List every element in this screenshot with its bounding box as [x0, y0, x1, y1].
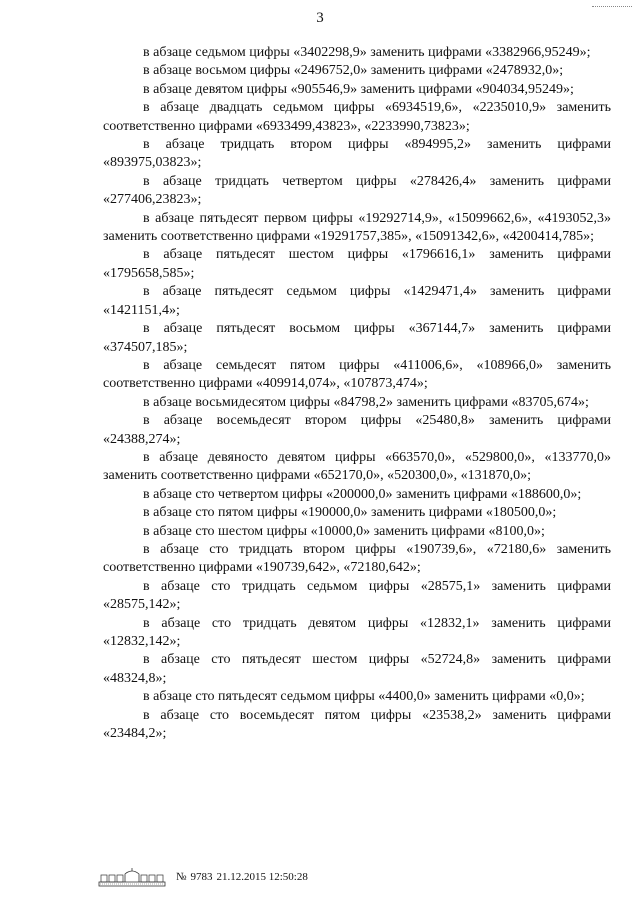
- footer-document-number: 9783: [190, 871, 213, 883]
- amendment-paragraph: в абзаце девяносто девятом цифры «663570,0», «529800,0», «133770,0» заменить соответственно цифрами «652170,0», «520300,0», «131870,0»;: [103, 449, 611, 484]
- amendment-paragraph: в абзаце тридцать втором цифры «894995,2» заменить цифрами «893975,03823»;: [103, 137, 611, 171]
- corner-mark: [592, 6, 632, 17]
- amendment-paragraph: в абзаце пятьдесят седьмом цифры «1429471,4» заменить цифрами «1421151,4»;: [103, 284, 611, 318]
- amendment-paragraph: в абзаце тридцать четвертом цифры «278426,4» заменить цифрами «277406,23823»;: [103, 173, 611, 208]
- building-seal-icon: [98, 867, 166, 887]
- amendment-paragraph: в абзаце восемьдесят втором цифры «25480,8» заменить цифрами «24388,274»;: [103, 413, 611, 447]
- document-body: [103, 44, 611, 743]
- amendment-paragraph: в абзаце сто четвертом цифры «200000,0» заменить цифрами «188600,0»;: [143, 486, 582, 502]
- amendment-paragraph: в абзаце сто восемьдесят пятом цифры «23538,2» заменить цифрами «23484,2»;: [103, 707, 611, 742]
- footer-number-sign: №: [176, 871, 187, 883]
- amendment-paragraph: в абзаце сто пятьдесят седьмом цифры «4400,0» заменить цифрами «0,0»;: [143, 689, 585, 705]
- page-number: 3: [316, 10, 324, 26]
- amendment-paragraph: в абзаце пятьдесят восьмом цифры «367144,7» заменить цифрами «374507,185»;: [103, 321, 611, 355]
- amendment-paragraph: в абзаце семьдесят пятом цифры «411006,6», «108966,0» заменить соответственно цифрами «409914,074», «107873,474»;: [103, 357, 611, 392]
- amendment-paragraph: в абзаце девятом цифры «905546,9» заменить цифрами «904034,95249»;: [143, 81, 574, 97]
- amendment-paragraph: в абзаце сто тридцать девятом цифры «12832,1» заменить цифрами «12832,142»;: [103, 615, 611, 649]
- amendment-paragraph: в абзаце сто шестом цифры «10000,0» заменить цифрами «8100,0»;: [143, 523, 545, 539]
- footer-datetime: 21.12.2015 12:50:28: [216, 871, 308, 883]
- amendment-paragraph: в абзаце сто пятьдесят шестом цифры «52724,8» заменить цифрами «48324,8»;: [103, 652, 611, 686]
- amendment-paragraph: в абзаце пятьдесят первом цифры «19292714,9», «15099662,6», «4193052,3» заменить соответственно цифрами «19291757,385», «15091342,6», «4200414,785»;: [103, 210, 611, 245]
- footer: [98, 866, 308, 888]
- amendment-paragraph: в абзаце двадцать седьмом цифры «6934519,6», «2235010,9» заменить соответственно цифрами «6933499,43823», «2233990,73823»;: [103, 100, 611, 134]
- amendment-paragraph: в абзаце сто пятом цифры «190000,0» заменить цифрами «180500,0»;: [143, 505, 557, 521]
- amendment-paragraph: в абзаце сто тридцать втором цифры «190739,6», «72180,6» заменить соответственно цифрами «190739,642», «72180,642»;: [103, 541, 611, 576]
- amendment-paragraph: в абзаце седьмом цифры «3402298,9» заменить цифрами «3382966,95249»;: [143, 45, 591, 60]
- amendment-paragraph: в абзаце сто тридцать седьмом цифры «28575,1» заменить цифрами «28575,142»;: [103, 578, 611, 613]
- amendment-paragraph: в абзаце пятьдесят шестом цифры «1796616,1» заменить цифрами «1795658,585»;: [103, 247, 611, 281]
- amendment-paragraph: в абзаце восьмом цифры «2496752,0» заменить цифрами «2478932,0»;: [143, 63, 564, 79]
- amendment-paragraph: в абзаце восьмидесятом цифры «84798,2» заменить цифрами «83705,674»;: [143, 394, 589, 410]
